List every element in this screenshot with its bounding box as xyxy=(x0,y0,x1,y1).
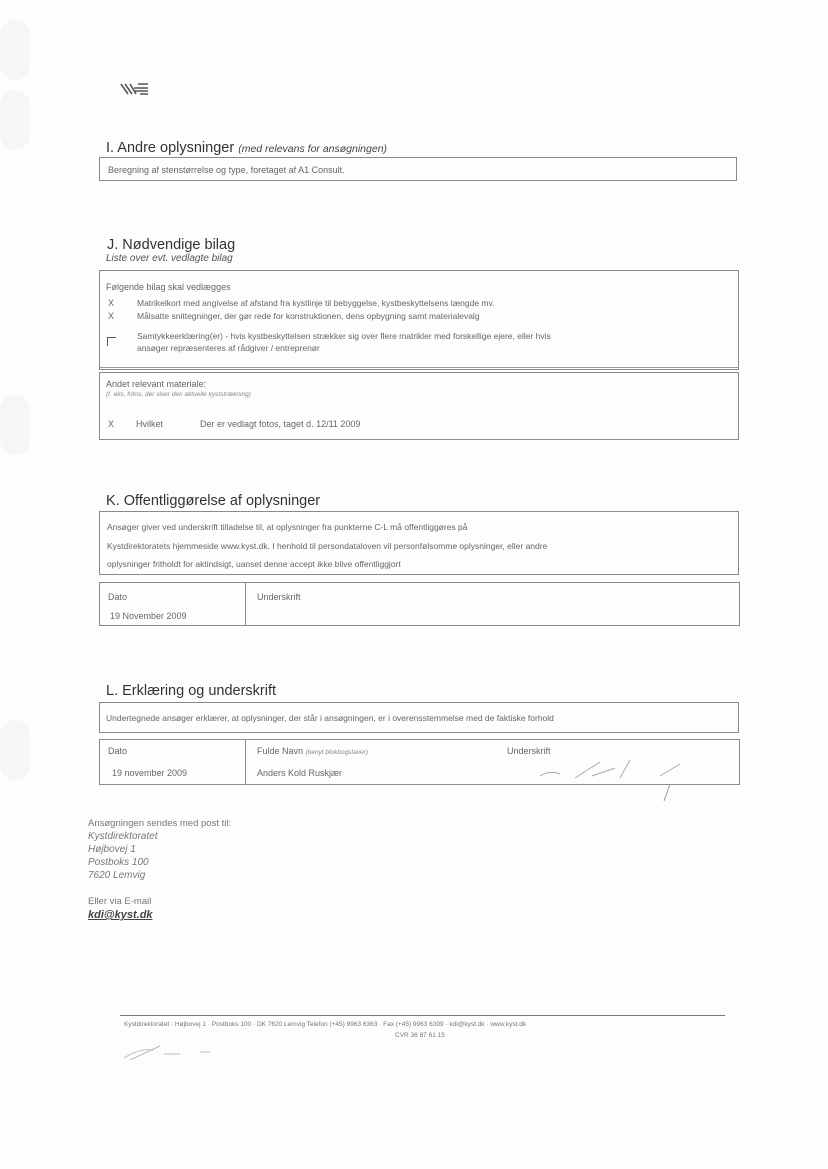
address-line: Kystdirektoratet xyxy=(88,831,158,842)
attachment-2-checkmark: X xyxy=(108,311,115,321)
which-label: Hvilket xyxy=(136,419,164,429)
signature-label: Underskrift xyxy=(257,592,301,602)
footer-contact: Kystdirektoratet · Højbovej 1 · Postboks 100 · DK 7620 Lemvig Telefon (+45) 9963 6363 · Fax (+45) 9963 6399 · kdi@kyst.dk · www.kyst.dk xyxy=(124,1021,527,1028)
date-label: Dato xyxy=(108,746,128,756)
full-name-field[interactable]: Anders Kold Ruskjær xyxy=(257,768,343,778)
required-attachments-box xyxy=(99,270,739,370)
section-k-title: K. Offentliggørelse af oplysninger xyxy=(106,493,321,509)
address-line: Postboks 100 xyxy=(88,857,149,868)
publication-text-line-3: oplysninger fritholdt for aktindsigt, uanset denne accept ikke blive offentliggjort xyxy=(107,559,401,569)
attachment-1-checkmark: X xyxy=(108,298,115,308)
other-material-label: Andet relevant materiale: xyxy=(106,379,207,389)
column-divider xyxy=(245,740,246,784)
full-name-label: Fulde Navn (benyt blokbogstaver) xyxy=(257,746,369,756)
column-divider xyxy=(245,583,246,625)
signature-tail xyxy=(660,784,672,802)
date-field[interactable]: 19 November 2009 xyxy=(110,611,187,621)
scan-artifact xyxy=(0,395,30,455)
publication-text-line-2: Kystdirektoratets hjemmeside www.kyst.dk. I henhold til persondataloven vil personfølsomme oplysninger, eller andre xyxy=(107,541,548,551)
attachment-1-text: Matrikelkort med angivelse af afstand fra kystlinje til bebyggelse, kystbeskyttelsens længde mv. xyxy=(137,298,495,308)
publication-text-line-1: Ansøger giver ved underskrift tilladelse til, at oplysninger fra punkterne C-L må offentliggøres på xyxy=(107,522,468,532)
declaration-signature-box xyxy=(99,739,740,785)
section-j-subtitle: Liste over evt. vedlagte bilag xyxy=(106,253,233,264)
footer-stamp-signature xyxy=(120,1040,240,1062)
email-link[interactable]: kdi@kyst.dk xyxy=(88,909,153,921)
which-value[interactable]: Der er vedlagt fotos, taget d. 12/11 2009 xyxy=(200,419,361,429)
section-i-box xyxy=(99,157,737,181)
section-j-title: J. Nødvendige bilag xyxy=(107,237,236,253)
footer-cvr: CVR 36 87 61 15 xyxy=(395,1032,445,1039)
address-line: 7620 Lemvig xyxy=(88,870,146,881)
date-field[interactable]: 19 november 2009 xyxy=(112,768,188,778)
other-material-box xyxy=(99,372,739,440)
consent-checkbox[interactable] xyxy=(107,337,116,346)
footer-rule xyxy=(120,1015,725,1016)
scan-artifact xyxy=(0,20,30,80)
consent-text-line-1: Samtykkeerklæring(er) - hvis kystbeskyttelsen strækker sig over flere matrikler med forskellige ejere, eller hvis xyxy=(137,331,551,341)
publication-consent-box xyxy=(99,511,739,575)
other-material-hint: (f. eks. fotos, der viser den aktuelle kyststrækning) xyxy=(106,391,251,398)
address-line: Højbovej 1 xyxy=(88,844,136,855)
declaration-box xyxy=(99,702,739,733)
postal-intro: Ansøgningen sendes med post til: xyxy=(88,818,232,829)
attachment-2-text: Målsatte snittegninger, der gør rede for konstruktionen, dens opbygning samt materialevalg xyxy=(137,311,480,321)
consent-text-line-2: ansøger repræsenteres af rådgiver / entreprenør xyxy=(137,343,320,353)
divider xyxy=(100,367,738,368)
signature-field[interactable] xyxy=(257,603,727,623)
handwritten-signature[interactable] xyxy=(520,754,720,782)
attachments-intro: Følgende bilag skal vedlægges xyxy=(106,282,231,292)
scan-artifact xyxy=(0,720,30,780)
date-label: Dato xyxy=(108,592,128,602)
kystdirektoratet-logo-icon xyxy=(120,82,150,96)
declaration-text: Undertegnede ansøger erklærer, at oplysninger, der står i ansøgningen, er i overensstemmelse med de faktiske forhold xyxy=(106,713,554,723)
other-material-checkmark: X xyxy=(108,419,115,429)
signature-label: Underskrift xyxy=(507,746,551,756)
section-i-text: Beregning af stenstørrelse og type, foretaget af A1 Consult. xyxy=(108,165,345,175)
publication-signature-box xyxy=(99,582,740,626)
section-i-title: I. Andre oplysninger (med relevans for ansøgningen) xyxy=(106,140,388,156)
scan-artifact xyxy=(0,90,30,150)
email-intro: Eller via E-mail xyxy=(88,896,152,907)
section-l-title: L. Erklæring og underskrift xyxy=(106,683,277,699)
